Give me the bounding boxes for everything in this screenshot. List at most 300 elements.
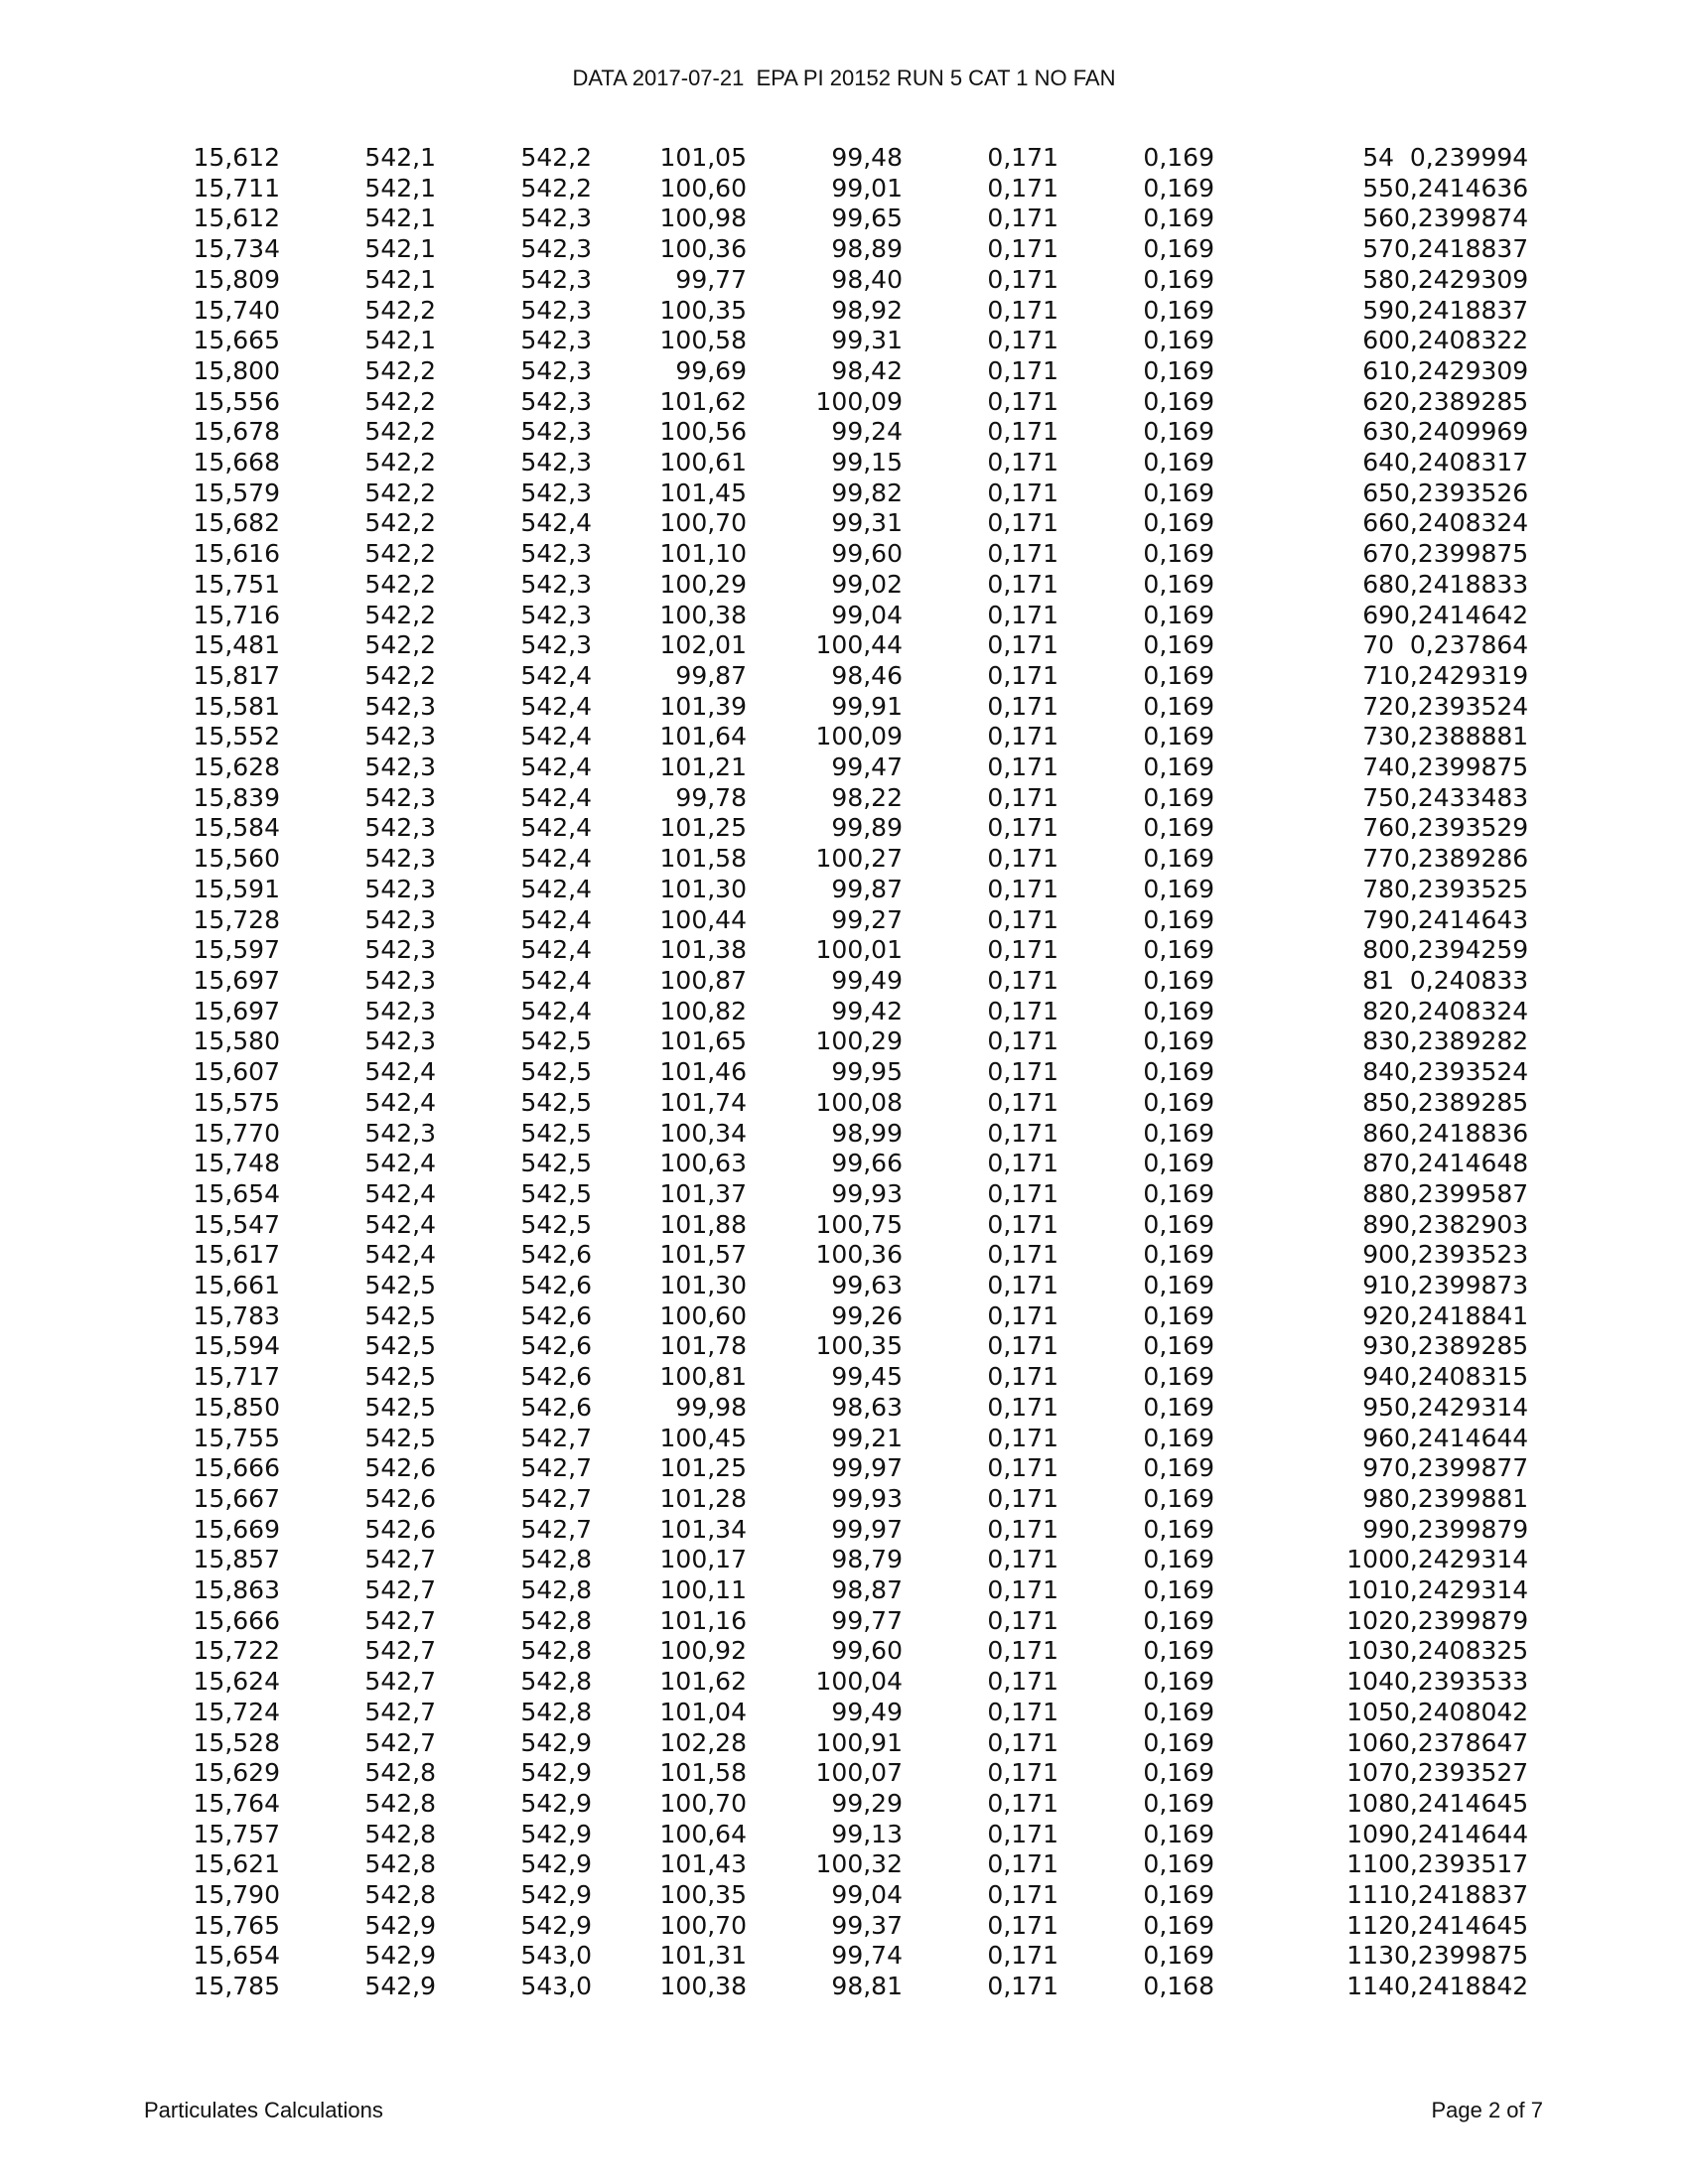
table-cell: 81 (1362, 965, 1394, 995)
table-cell: 104 (1346, 1667, 1394, 1697)
table-cell: 542,8 (520, 1697, 592, 1726)
table-row (179, 1849, 1528, 1880)
table-cell: 62 (1362, 386, 1394, 416)
table-row (179, 1453, 1528, 1484)
table-row (179, 174, 1528, 205)
table-cell: 15,770 (193, 1118, 280, 1148)
table-cell: 542,4 (520, 722, 592, 751)
table-cell: 15,560 (193, 844, 280, 874)
table-cell: 0,171 (987, 1149, 1058, 1178)
table-cell: 0,171 (987, 1423, 1058, 1452)
table-cell: 0,171 (987, 1667, 1058, 1697)
table-cell: 0,171 (987, 752, 1058, 782)
table-cell: 99,77 (831, 1605, 903, 1635)
table-cell: 63 (1362, 417, 1394, 447)
table-cell: 100,44 (815, 630, 903, 660)
table-cell: 15,740 (193, 295, 280, 325)
table-cell: 110 (1346, 1849, 1394, 1879)
table-cell: 0,237864 (1409, 630, 1529, 660)
table-cell: 0,171 (987, 630, 1058, 660)
table-cell: 542,3 (364, 782, 436, 812)
table-cell: 542,4 (520, 782, 592, 812)
table-cell: 0,169 (1143, 1209, 1214, 1239)
table-cell: 99,47 (831, 752, 903, 782)
table-cell: 0,169 (1143, 417, 1214, 447)
table-cell: 0,171 (987, 1057, 1058, 1087)
table-cell: 102,28 (659, 1727, 747, 1757)
table-cell: 101,25 (659, 1453, 747, 1483)
table-cell: 542,5 (364, 1271, 436, 1300)
table-cell: 542,2 (520, 173, 592, 203)
table-cell: 100,29 (659, 569, 747, 599)
table-cell: 542,4 (364, 1209, 436, 1239)
table-cell: 0,239994 (1409, 143, 1529, 172)
table-row (179, 1728, 1528, 1759)
table-cell: 0,2408315 (1394, 1362, 1529, 1392)
table-row (179, 1271, 1528, 1301)
table-cell: 0,171 (987, 1972, 1058, 2001)
table-row (179, 813, 1528, 844)
table-row (179, 417, 1528, 448)
table-cell: 0,169 (1143, 1636, 1214, 1666)
table-cell: 99,60 (831, 1636, 903, 1666)
table-cell: 15,809 (193, 264, 280, 294)
table-cell: 98,63 (831, 1392, 903, 1422)
table-cell: 542,5 (364, 1423, 436, 1452)
table-cell: 542,9 (364, 1910, 436, 1940)
table-cell: 15,612 (193, 143, 280, 172)
table-cell: 0,2389285 (1394, 1087, 1529, 1117)
table-cell: 99,82 (831, 478, 903, 507)
table-row (179, 1911, 1528, 1942)
table-cell: 542,3 (520, 630, 592, 660)
table-cell: 0,2414645 (1394, 1910, 1529, 1940)
table-row (179, 143, 1528, 174)
table-cell: 0,171 (987, 1849, 1058, 1879)
table-cell: 101,30 (659, 874, 747, 903)
table-cell: 542,4 (364, 1149, 436, 1178)
table-cell: 542,3 (520, 234, 592, 264)
table-cell: 542,9 (520, 1788, 592, 1818)
table-cell: 15,581 (193, 691, 280, 721)
table-cell: 0,2418837 (1394, 295, 1529, 325)
table-cell: 542,9 (364, 1972, 436, 2001)
table-row (179, 1636, 1528, 1667)
table-cell: 542,9 (520, 1727, 592, 1757)
table-cell: 0,2393517 (1394, 1849, 1529, 1879)
table-cell: 0,2399587 (1394, 1178, 1529, 1208)
table-cell: 100,91 (815, 1727, 903, 1757)
table-cell: 99,21 (831, 1423, 903, 1452)
table-cell: 101,04 (659, 1697, 747, 1726)
table-cell: 101,65 (659, 1026, 747, 1056)
table-row (179, 722, 1528, 752)
table-cell: 15,628 (193, 752, 280, 782)
table-cell: 100,11 (659, 1575, 747, 1605)
table-cell: 101,58 (659, 1758, 747, 1788)
table-cell: 0,2399875 (1394, 1941, 1529, 1971)
table-row (179, 448, 1528, 478)
table-cell: 0,169 (1143, 996, 1214, 1025)
table-cell: 98,46 (831, 660, 903, 690)
table-cell: 0,2429309 (1394, 355, 1529, 385)
table-cell: 99,29 (831, 1788, 903, 1818)
table-cell: 99,63 (831, 1271, 903, 1300)
table-cell: 108 (1346, 1788, 1394, 1818)
table-cell: 0,169 (1143, 1819, 1214, 1848)
table-cell: 100,60 (659, 1300, 747, 1330)
table-cell: 0,168 (1143, 1972, 1214, 2001)
table-row (179, 1941, 1528, 1972)
table-cell: 542,1 (364, 326, 436, 355)
table-cell: 69 (1362, 600, 1394, 629)
table-cell: 68 (1362, 569, 1394, 599)
table-cell: 0,2408325 (1394, 1636, 1529, 1666)
table-cell: 84 (1362, 1057, 1394, 1087)
table-cell: 100,35 (815, 1331, 903, 1361)
table-cell: 99,49 (831, 1697, 903, 1726)
table-cell: 0,2393529 (1394, 813, 1529, 843)
table-cell: 542,2 (364, 417, 436, 447)
table-cell: 99,95 (831, 1057, 903, 1087)
table-cell: 0,171 (987, 1575, 1058, 1605)
table-cell: 100,34 (659, 1118, 747, 1148)
table-cell: 99,74 (831, 1941, 903, 1971)
table-cell: 0,171 (987, 660, 1058, 690)
table-cell: 59 (1362, 295, 1394, 325)
table-cell: 99,97 (831, 1514, 903, 1544)
table-cell: 0,2418836 (1394, 1118, 1529, 1148)
table-cell: 542,4 (520, 935, 592, 965)
table-cell: 542,2 (364, 355, 436, 385)
table-cell: 15,817 (193, 660, 280, 690)
table-cell: 0,171 (987, 295, 1058, 325)
table-cell: 542,4 (520, 874, 592, 903)
table-cell: 101,45 (659, 478, 747, 507)
table-row (179, 601, 1528, 631)
table-row (179, 387, 1528, 418)
table-cell: 542,6 (520, 1271, 592, 1300)
table-cell: 0,171 (987, 1240, 1058, 1270)
table-cell: 0,169 (1143, 1758, 1214, 1788)
table-cell: 0,169 (1143, 1453, 1214, 1483)
table-cell: 64 (1362, 448, 1394, 478)
table-cell: 542,3 (520, 539, 592, 569)
table-cell: 542,3 (520, 478, 592, 507)
table-cell: 542,4 (520, 965, 592, 995)
table-cell: 101,74 (659, 1087, 747, 1117)
table-cell: 543,0 (520, 1972, 592, 2001)
table-row (179, 1362, 1528, 1393)
table-cell: 0,169 (1143, 1362, 1214, 1392)
table-cell: 15,575 (193, 1087, 280, 1117)
table-cell: 15,751 (193, 569, 280, 599)
table-cell: 0,171 (987, 1880, 1058, 1910)
table-cell: 0,171 (987, 1758, 1058, 1788)
table-cell: 0,169 (1143, 1118, 1214, 1148)
table-cell: 85 (1362, 1087, 1394, 1117)
table-cell: 542,3 (364, 904, 436, 934)
table-cell: 15,607 (193, 1057, 280, 1087)
table-cell: 0,171 (987, 417, 1058, 447)
table-cell: 99,91 (831, 691, 903, 721)
table-cell: 99,24 (831, 417, 903, 447)
table-cell: 0,2399875 (1394, 752, 1529, 782)
table-cell: 99,15 (831, 448, 903, 478)
table-cell: 0,171 (987, 1118, 1058, 1148)
table-cell: 542,3 (520, 326, 592, 355)
table-cell: 0,171 (987, 1331, 1058, 1361)
table-cell: 0,169 (1143, 264, 1214, 294)
table-cell: 15,621 (193, 1849, 280, 1879)
table-cell: 99,04 (831, 600, 903, 629)
table-cell: 542,5 (520, 1057, 592, 1087)
table-cell: 0,171 (987, 722, 1058, 751)
table-cell: 80 (1362, 935, 1394, 965)
table-cell: 542,4 (520, 508, 592, 538)
table-cell: 542,3 (520, 448, 592, 478)
table-cell: 15,669 (193, 1514, 280, 1544)
table-cell: 15,863 (193, 1575, 280, 1605)
table-cell: 542,7 (520, 1423, 592, 1452)
table-cell: 0,169 (1143, 569, 1214, 599)
table-cell: 0,2418833 (1394, 569, 1529, 599)
data-table (179, 143, 1528, 2002)
table-cell: 102 (1346, 1605, 1394, 1635)
table-cell: 0,171 (987, 935, 1058, 965)
table-cell: 0,2408317 (1394, 448, 1529, 478)
table-cell: 98,99 (831, 1118, 903, 1148)
table-cell: 0,2414644 (1394, 1819, 1529, 1848)
table-cell: 0,2418837 (1394, 1880, 1529, 1910)
table-cell: 0,169 (1143, 1849, 1214, 1879)
table-cell: 0,171 (987, 448, 1058, 478)
table-cell: 0,2414642 (1394, 600, 1529, 629)
table-cell: 15,594 (193, 1331, 280, 1361)
table-cell: 92 (1362, 1300, 1394, 1330)
table-cell: 0,2408324 (1394, 508, 1529, 538)
table-cell: 542,7 (364, 1605, 436, 1635)
table-cell: 99,98 (675, 1392, 747, 1422)
table-cell: 100,35 (659, 295, 747, 325)
table-cell: 542,5 (364, 1300, 436, 1330)
table-cell: 15,547 (193, 1209, 280, 1239)
table-cell: 101,46 (659, 1057, 747, 1087)
table-cell: 0,2399877 (1394, 1453, 1529, 1483)
table-cell: 0,171 (987, 1453, 1058, 1483)
table-cell: 74 (1362, 752, 1394, 782)
table-cell: 99,01 (831, 173, 903, 203)
table-cell: 15,800 (193, 355, 280, 385)
footer-document-name: Particulates Calculations (144, 2098, 383, 2122)
table-cell: 15,597 (193, 935, 280, 965)
table-cell: 61 (1362, 355, 1394, 385)
table-cell: 0,2414645 (1394, 1788, 1529, 1818)
table-cell: 0,171 (987, 813, 1058, 843)
table-cell: 15,716 (193, 600, 280, 629)
table-cell: 99,31 (831, 326, 903, 355)
table-cell: 15,666 (193, 1605, 280, 1635)
table-cell: 15,764 (193, 1788, 280, 1818)
table-cell: 0,171 (987, 478, 1058, 507)
table-cell: 97 (1362, 1453, 1394, 1483)
table-cell: 99,45 (831, 1362, 903, 1392)
table-cell: 15,839 (193, 782, 280, 812)
table-cell: 15,616 (193, 539, 280, 569)
table-cell: 0,171 (987, 600, 1058, 629)
table-cell: 100,09 (815, 722, 903, 751)
table-cell: 542,1 (364, 143, 436, 172)
table-row (179, 1301, 1528, 1332)
table-cell: 99,78 (675, 782, 747, 812)
table-cell: 15,654 (193, 1178, 280, 1208)
table-cell: 542,9 (520, 1880, 592, 1910)
table-cell: 105 (1346, 1697, 1394, 1726)
table-cell: 15,717 (193, 1362, 280, 1392)
table-cell: 0,2418837 (1394, 234, 1529, 264)
table-cell: 0,169 (1143, 508, 1214, 538)
table-cell: 0,171 (987, 539, 1058, 569)
table-cell: 542,2 (364, 630, 436, 660)
table-cell: 0,171 (987, 1910, 1058, 1940)
table-row (179, 539, 1528, 570)
table-cell: 0,171 (987, 1209, 1058, 1239)
table-cell: 542,3 (520, 355, 592, 385)
table-cell: 98,42 (831, 355, 903, 385)
table-cell: 0,2429314 (1394, 1575, 1529, 1605)
table-cell: 101,16 (659, 1605, 747, 1635)
table-cell: 100,92 (659, 1636, 747, 1666)
table-cell: 100,35 (659, 1880, 747, 1910)
table-cell: 15,857 (193, 1545, 280, 1574)
table-row (179, 1545, 1528, 1575)
table-cell: 0,169 (1143, 1514, 1214, 1544)
table-cell: 100,17 (659, 1545, 747, 1574)
table-cell: 15,697 (193, 996, 280, 1025)
table-cell: 0,171 (987, 1300, 1058, 1330)
table-cell: 0,169 (1143, 478, 1214, 507)
table-row (179, 478, 1528, 509)
table-cell: 56 (1362, 204, 1394, 233)
table-cell: 0,2389285 (1394, 386, 1529, 416)
table-cell: 100,75 (815, 1209, 903, 1239)
table-cell: 0,169 (1143, 752, 1214, 782)
table-cell: 0,2393524 (1394, 1057, 1529, 1087)
table-cell: 542,7 (364, 1575, 436, 1605)
table-row (179, 326, 1528, 356)
table-cell: 101,78 (659, 1331, 747, 1361)
table-cell: 15,722 (193, 1636, 280, 1666)
table-row (179, 296, 1528, 327)
table-cell: 542,2 (364, 508, 436, 538)
table-cell: 0,169 (1143, 1026, 1214, 1056)
table-cell: 58 (1362, 264, 1394, 294)
table-cell: 15,666 (193, 1453, 280, 1483)
table-cell: 99,60 (831, 539, 903, 569)
table-cell: 73 (1362, 722, 1394, 751)
table-cell: 101,05 (659, 143, 747, 172)
table-cell: 71 (1362, 660, 1394, 690)
table-cell: 15,790 (193, 1880, 280, 1910)
table-cell: 542,2 (364, 386, 436, 416)
table-cell: 99,97 (831, 1453, 903, 1483)
table-cell: 0,2393524 (1394, 691, 1529, 721)
table-cell: 0,169 (1143, 600, 1214, 629)
table-cell: 101,34 (659, 1514, 747, 1544)
table-cell: 542,3 (520, 600, 592, 629)
table-cell: 542,7 (520, 1514, 592, 1544)
table-cell: 0,2409969 (1394, 417, 1529, 447)
table-cell: 15,728 (193, 904, 280, 934)
table-cell: 0,2393525 (1394, 874, 1529, 903)
table-cell: 0,169 (1143, 448, 1214, 478)
table-cell: 100,58 (659, 326, 747, 355)
table-cell: 100,01 (815, 935, 903, 965)
table-cell: 0,2393527 (1394, 1758, 1529, 1788)
table-cell: 15,612 (193, 204, 280, 233)
table-cell: 0,171 (987, 874, 1058, 903)
table-cell: 542,3 (364, 722, 436, 751)
table-row (179, 1331, 1528, 1362)
table-cell: 0,171 (987, 1178, 1058, 1208)
table-cell: 77 (1362, 844, 1394, 874)
table-cell: 542,4 (520, 691, 592, 721)
table-row (179, 1057, 1528, 1088)
table-cell: 0,171 (987, 1819, 1058, 1848)
table-cell: 91 (1362, 1271, 1394, 1300)
table-cell: 0,171 (987, 1087, 1058, 1117)
table-row (179, 997, 1528, 1027)
table-cell: 542,8 (364, 1758, 436, 1788)
table-cell: 542,2 (364, 569, 436, 599)
table-row (179, 1484, 1528, 1515)
table-cell: 113 (1346, 1941, 1394, 1971)
table-cell: 542,7 (520, 1483, 592, 1513)
table-cell: 15,617 (193, 1240, 280, 1270)
table-cell: 542,7 (364, 1545, 436, 1574)
table-cell: 15,783 (193, 1300, 280, 1330)
table-cell: 100,63 (659, 1149, 747, 1178)
table-cell: 55 (1362, 173, 1394, 203)
table-cell: 0,169 (1143, 935, 1214, 965)
table-row (179, 905, 1528, 936)
table-cell: 0,2393526 (1394, 478, 1529, 507)
table-cell: 0,169 (1143, 1483, 1214, 1513)
table-cell: 98,92 (831, 295, 903, 325)
table-cell: 542,3 (364, 1118, 436, 1148)
table-row (179, 1179, 1528, 1210)
table-cell: 15,665 (193, 326, 280, 355)
table-cell: 542,2 (364, 295, 436, 325)
table-cell: 101,62 (659, 386, 747, 416)
table-row (179, 1026, 1528, 1057)
table-cell: 99,31 (831, 508, 903, 538)
table-cell: 15,668 (193, 448, 280, 478)
table-cell: 99,48 (831, 143, 903, 172)
table-cell: 0,2408042 (1394, 1697, 1529, 1726)
table-cell: 0,171 (987, 1727, 1058, 1757)
table-cell: 542,9 (520, 1758, 592, 1788)
table-cell: 542,5 (520, 1209, 592, 1239)
table-cell: 542,5 (364, 1362, 436, 1392)
table-cell: 542,3 (520, 569, 592, 599)
table-cell: 542,5 (520, 1026, 592, 1056)
table-cell: 100,70 (659, 1910, 747, 1940)
table-cell: 83 (1362, 1026, 1394, 1056)
table-cell: 0,171 (987, 1514, 1058, 1544)
table-cell: 542,3 (520, 264, 592, 294)
table-row (179, 752, 1528, 783)
